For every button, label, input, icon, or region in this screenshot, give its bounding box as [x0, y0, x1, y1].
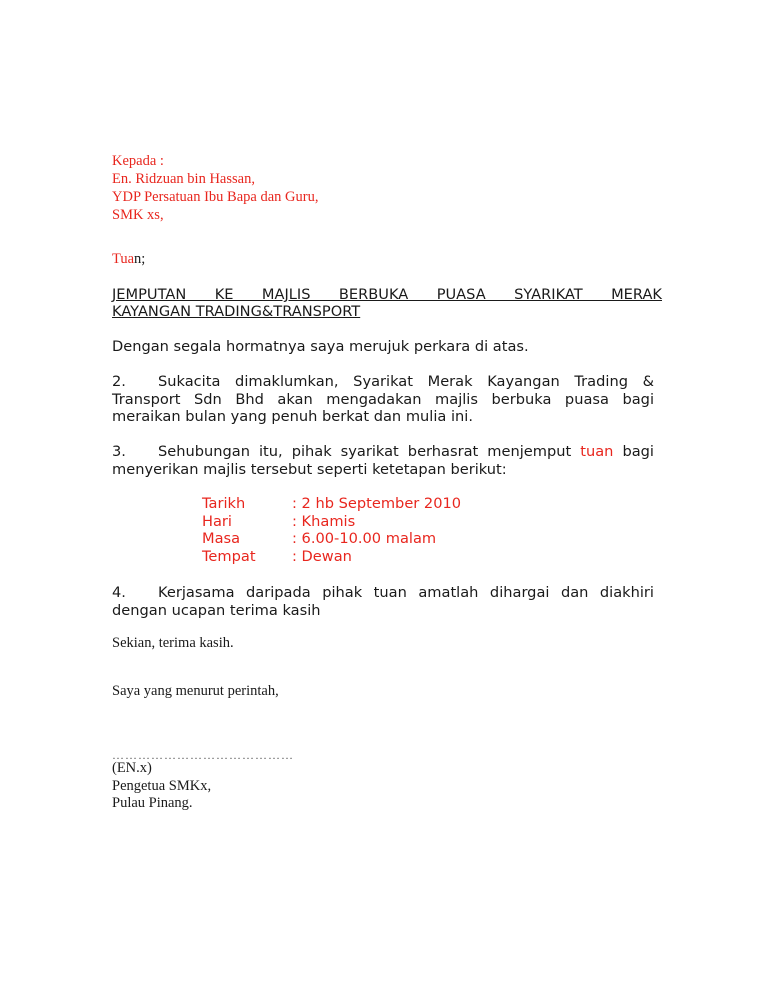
salutation-red: Tua [112, 251, 135, 267]
detail-value: : Dewan [292, 548, 352, 566]
paragraph-3-text-before: Sehubungan itu, pihak syarikat berhasrat menjemput [158, 443, 581, 460]
subject-line-1: JEMPUTAN KE MAJLIS BERBUKA PUASA SYARIKAT MERAK [112, 286, 662, 303]
paragraph-4-number: 4. [112, 584, 126, 601]
salutation-rest: n; [134, 251, 146, 267]
recipient-label: Kepada : [112, 153, 164, 169]
detail-row-day [202, 513, 461, 531]
detail-row-venue [202, 548, 461, 566]
detail-value: : Khamis [292, 512, 356, 530]
intro-paragraph: Dengan segala hormatnya saya merujuk perkara di atas. [112, 338, 529, 355]
paragraph-2-text: Sukacita dimaklumkan, Syarikat Merak Kayangan Trading & Transport Sdn Bhd akan mengadakan majlis berbuka puasa bagi meraikan bulan yang penuh berkat dan mulia ini. [112, 373, 654, 425]
paragraph-3-highlight: tuan [580, 443, 614, 460]
detail-value: : 2 hb September 2010 [292, 495, 462, 512]
subject-line-2: KAYANGAN TRADING&TRANSPORT [112, 303, 361, 320]
signer-name: (EN.x) [112, 760, 152, 776]
paragraph-3 [112, 443, 654, 478]
recipient-block [112, 152, 318, 224]
subject-title [112, 286, 662, 320]
event-details [202, 495, 461, 566]
recipient-name: En. Ridzuan bin Hassan, [112, 171, 255, 187]
signature-line: …………………………………… [112, 748, 294, 762]
signer-title: Pengetua SMKx, [112, 777, 212, 794]
sign-off-text: Saya yang menurut perintah, [112, 683, 279, 699]
paragraph-2 [112, 373, 654, 426]
salutation [112, 251, 145, 268]
detail-row-time [202, 530, 461, 548]
signer-place: Pulau Pinang. [112, 795, 193, 811]
detail-value: : 6.00-10.00 malam [292, 530, 437, 548]
signer-block [112, 760, 211, 813]
detail-row-date [202, 495, 461, 513]
paragraph-3-text-after: bagi menyerikan majlis tersebut seperti ketetapan berikut: [112, 443, 654, 478]
recipient-school: SMK xs, [112, 207, 164, 223]
detail-label: Masa [202, 530, 241, 548]
detail-label: Tarikh [202, 495, 246, 512]
paragraph-4-text: Kerjasama daripada pihak tuan amatlah dihargai dan diakhiri dengan ucapan terima kasih [112, 584, 654, 619]
paragraph-2-number: 2. [112, 373, 126, 390]
detail-label: Tempat [202, 548, 256, 566]
closing-text: Sekian, terima kasih. [112, 635, 234, 651]
recipient-position: YDP Persatuan Ibu Bapa dan Guru, [112, 189, 319, 205]
paragraph-4 [112, 584, 654, 619]
paragraph-3-number: 3. [112, 443, 126, 460]
detail-label: Hari [202, 512, 232, 530]
